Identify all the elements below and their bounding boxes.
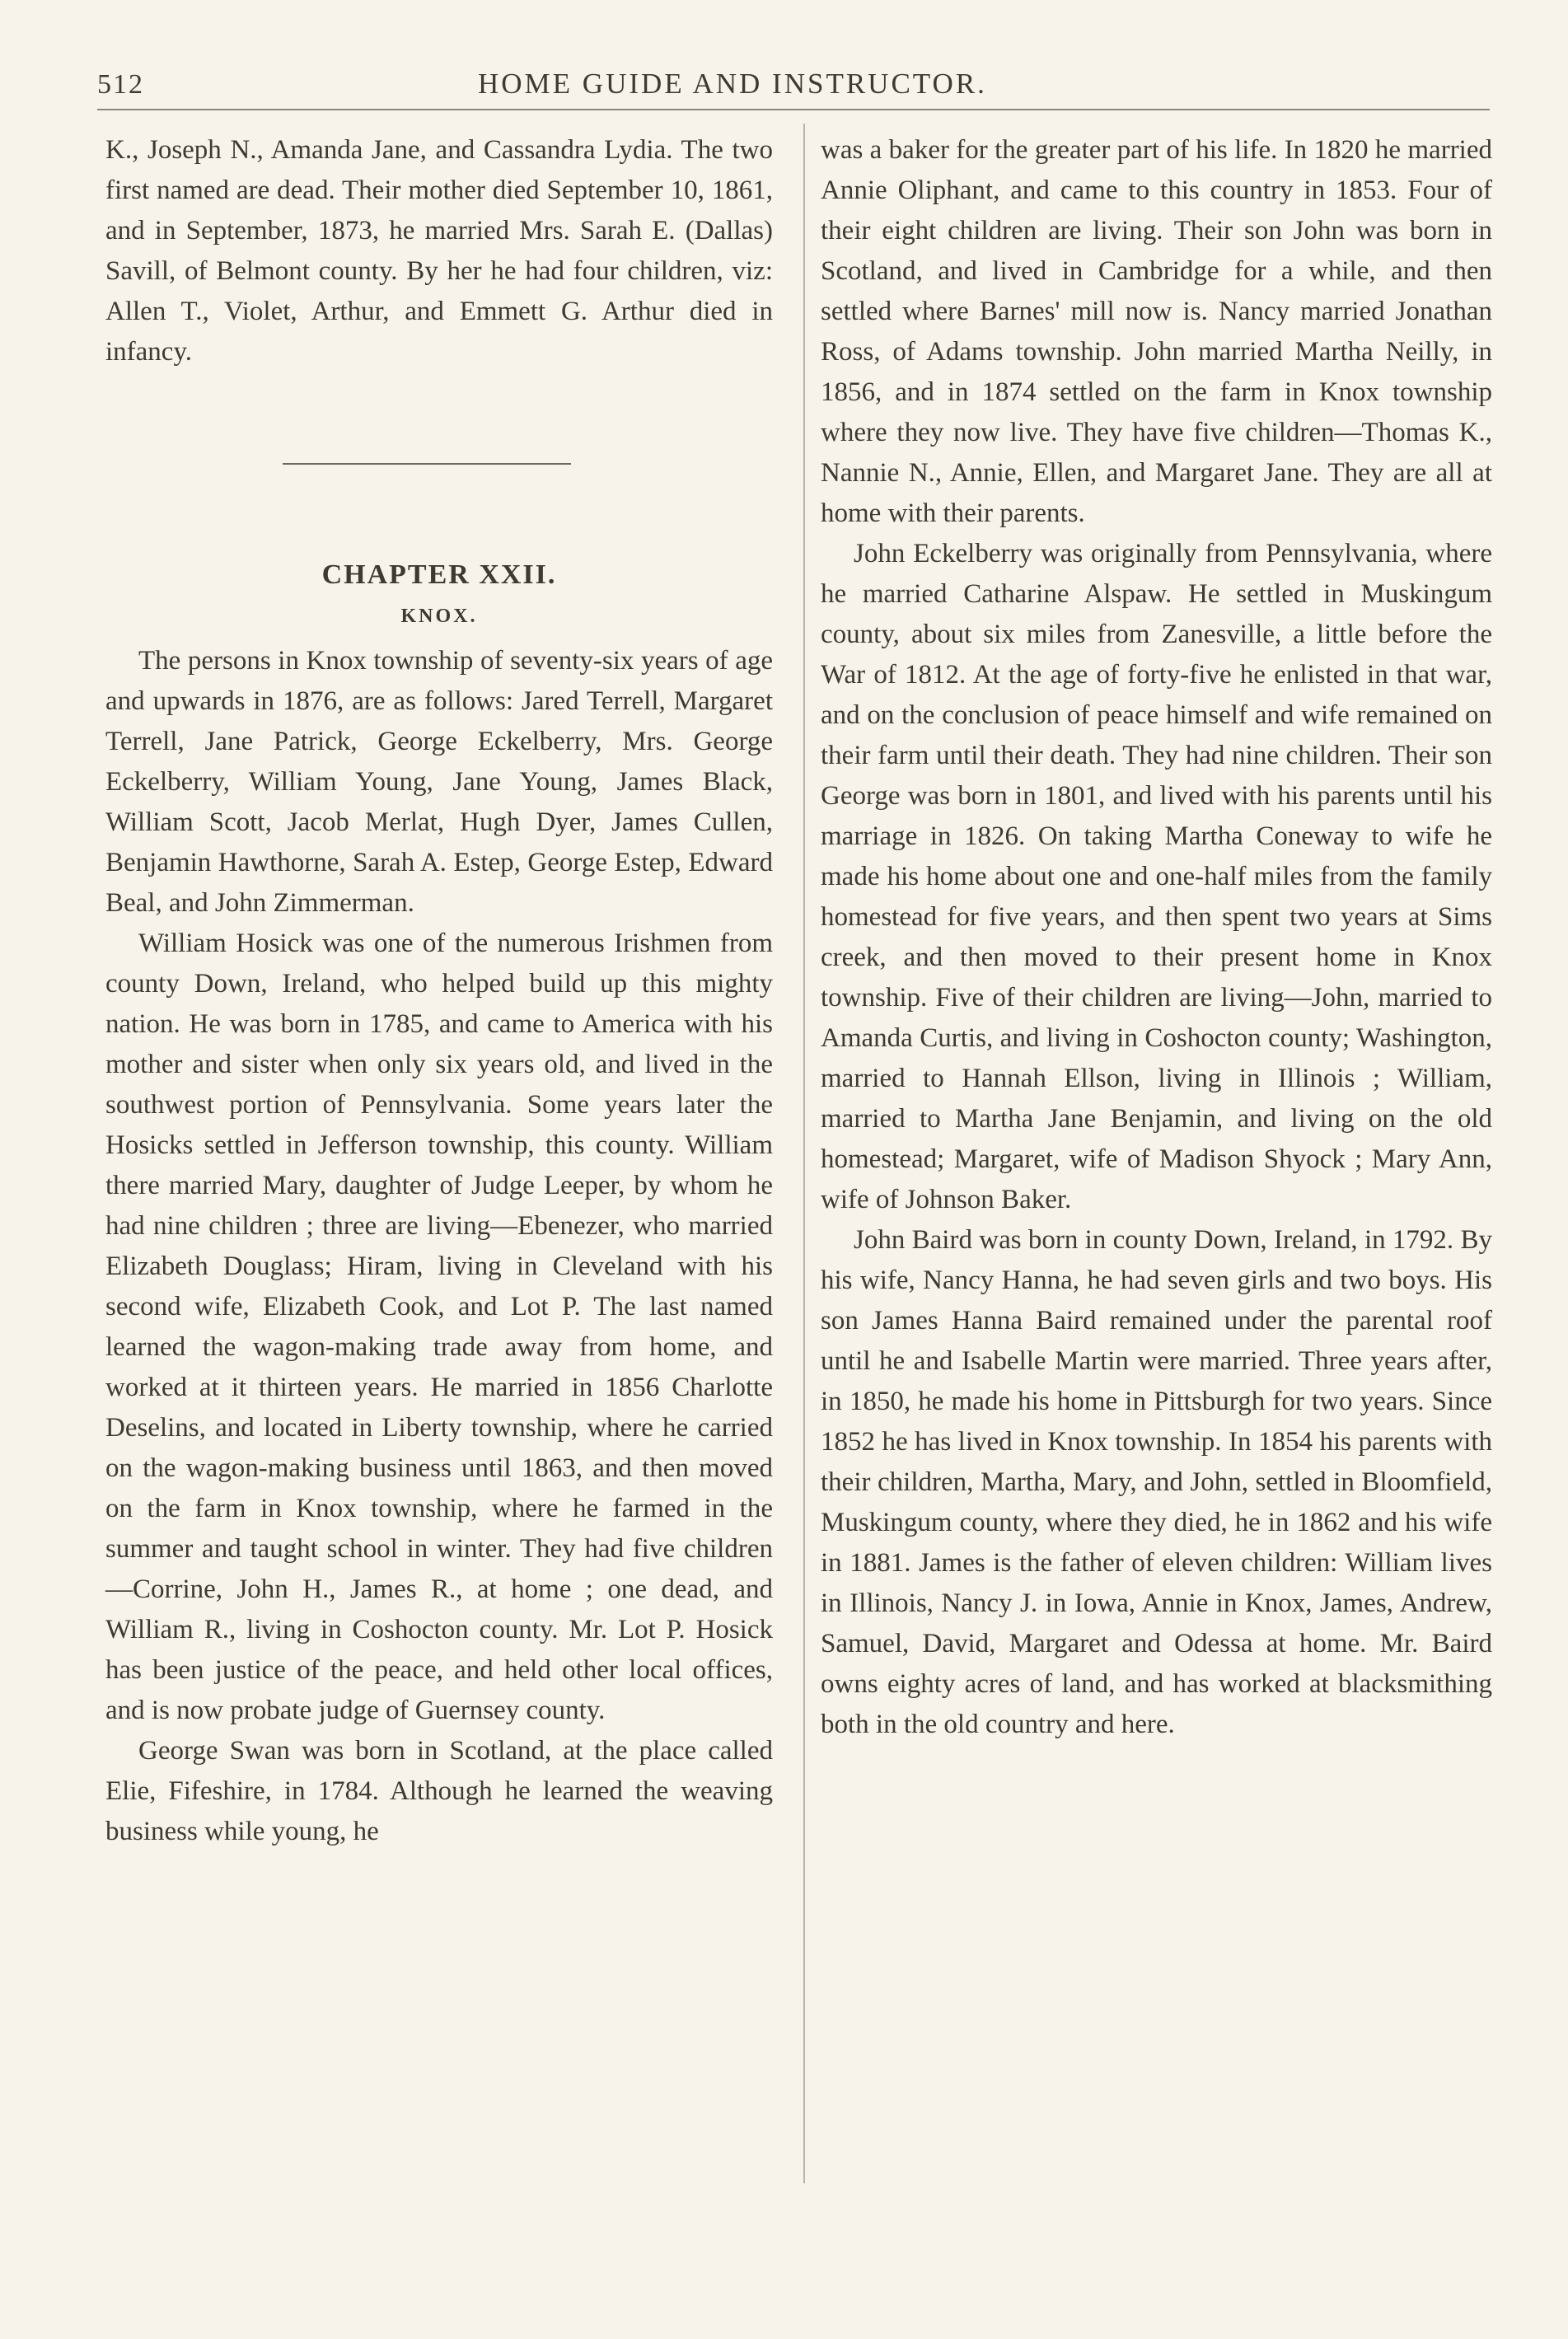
continued-paragraph-right: was a baker for the greater part of his life. In 1820 he married Annie Oliphant, and came to this country in 1853. Four of their eight children are living. Their son John was born in Scotland, and lived in Cambridge for a while, and then settled where Barnes' mill now is. Nancy married Jonathan Ross, of Adams township. John married Martha Neilly, in 1856, and in 1874 settled on the farm in Knox township where they now live. They have five children—Thomas K., Nannie N., Annie, Ellen, and Margaret Jane. They are all at home with their parents. [821,135,1492,528]
continued-paragraph: K., Joseph N., Amanda Jane, and Cassandra Lydia. The two first named are dead. Their mother died September 10, 1861, and in September, 1873, he married Mrs. Sarah E. (Dallas) Savill, of Belmont county. By her he had four children, viz: Allen T., Violet, Arthur, and Emmett G. Arthur died in infancy. [105,135,773,367]
column-divider [803,124,805,2183]
running-head: HOME GUIDE AND INSTRUCTOR. [478,68,987,100]
chapter-subtitle: KNOX. [400,606,478,627]
paragraph-john-baird: John Baird was born in county Down, Ireland, in 1792. By his wife, Nancy Hanna, he had seven girls and two boys. His son James Hanna Baird remained under the parental roof until he and Isabelle Martin were married. Three years after, in 1850, he made his home in Pittsburgh for two years. Since 1852 he has lived in Knox township. In 1854 his parents with their children, Martha, Mary, and John, settled in Bloomfield, Muskingum county, where they died, he in 1862 and his wife in 1881. James is the father of eleven children: William lives in Illinois, Nancy J. in Iowa, Annie in Knox, James, Andrew, Samuel, David, Margaret and Odessa at home. Mr. Baird owns eighty acres of land, and has worked at blacksmithing both in the old country and here. [821,1225,1492,1739]
page-number: 512 [97,69,144,100]
paragraph-knox-persons: The persons in Knox township of seventy-six years of age and upwards in 1876, are as follows: Jared Terrell, Margaret Terrell, Jane Patrick, George Eckelberry, Mrs. George Eckelberry, William Young, Jane Young, James Black, William Scott, Jacob Merlat, Hugh Dyer, James Cullen, Benjamin Hawthorne, Sarah A. Estep, George Estep, Edward Beal, and John Zimmerman. [105,646,773,918]
paragraph-william-hosick: William Hosick was one of the numerous Irishmen from county Down, Ireland, who helped build up this mighty nation. He was born in 1785, and came to America with his mother and sister when only six years old, and lived in the southwest portion of Pennsylvania. Some years later the Hosicks settled in Jefferson township, this county. William there married Mary, daughter of Judge Leeper, by whom he had nine children ; three are living—Ebenezer, who married Elizabeth Douglass; Hiram, living in Cleveland with his second wife, Elizabeth Cook, and Lot P. The last named learned the wagon-making trade away from home, and worked at it thirteen years. He married in 1856 Charlotte Deselins, and located in Liberty township, where he carried on the wagon-making business until 1863, and then moved on the farm in Knox township, where he farmed in the summer and taught school in winter. They had five children—Corrine, John H., James R., at home ; one dead, and William R., living in Coshocton county. Mr. Lot P. Hosick has been justice of the peace, and held other local offices, and is now probate judge of Guernsey county. [105,929,773,1725]
left-column [105,130,773,1852]
paragraph-john-eckelberry: John Eckelberry was originally from Pennsylvania, where he married Catharine Alspaw. He settled in Muskingum county, about six miles from Zanesville, a little before the War of 1812. At the age of forty-five he enlisted in that war, and on the conclusion of peace himself and wife remained on their farm until their death. They had nine children. Their son George was born in 1801, and lived with his parents until his marriage in 1826. On taking Martha Coneway to wife he made his home about one and one-half miles from the family homestead for five years, and then spent two years at Sims creek, and then moved to their present home in Knox township. Five of their children are living—John, married to Amanda Curtis, and living in Coshocton county; Washington, married to Hannah Ellson, living in Illinois ; William, married to Martha Jane Benjamin, and living on the old homestead; Margaret, wife of Madison Shyock ; Mary Ann, wife of Johnson Baker. [821,539,1492,1214]
right-column [821,130,1492,1745]
paragraph-george-swan: George Swan was born in Scotland, at the place called Elie, Fifeshire, in 1784. Although he learned the weaving business while young, he [105,1736,773,1846]
section-divider [283,463,571,465]
chapter-title: CHAPTER XXII. [321,559,557,590]
header-rule [97,109,1490,110]
